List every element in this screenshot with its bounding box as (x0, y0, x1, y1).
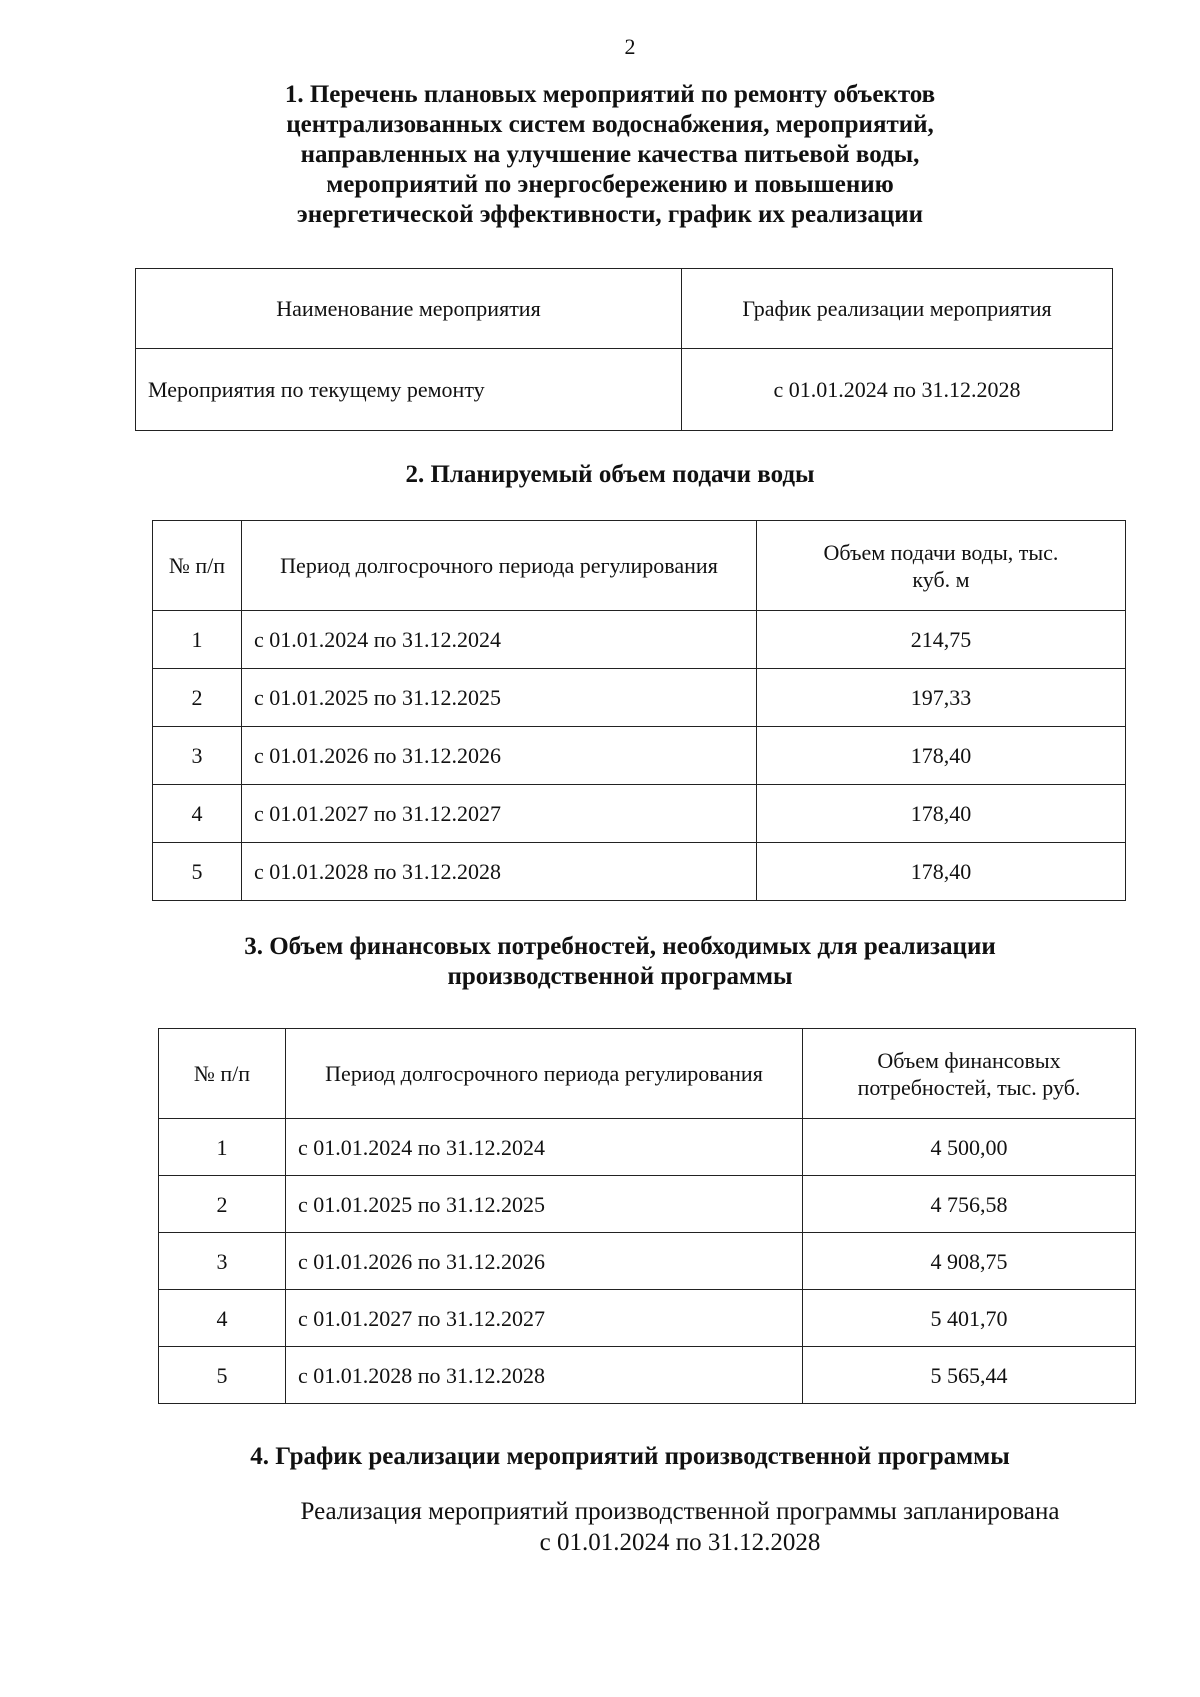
cell-volume: 178,40 (757, 727, 1126, 785)
header-cell-volume: Объем подачи воды, тыс. куб. м (757, 521, 1126, 611)
table-row (153, 611, 1126, 669)
cell-number: 2 (159, 1176, 286, 1233)
table-row (159, 1347, 1136, 1404)
cell-activity-name: Мероприятия по текущему ремонту (136, 349, 682, 431)
section2-title-line: 2. Планируемый объем подачи воды (405, 461, 815, 488)
cell-number: 1 (153, 611, 242, 669)
section2-table (152, 520, 1126, 901)
header-cell-period: Период долгосрочного периода регулирования (242, 521, 757, 611)
section4-title (140, 1442, 1120, 1472)
section4-text (200, 1496, 1160, 1558)
cell-number: 3 (153, 727, 242, 785)
header-cell-number: № п/п (159, 1029, 286, 1119)
header-cell-name: Наименование мероприятия (136, 269, 682, 349)
table-row (159, 1290, 1136, 1347)
cell-period: с 01.01.2027 по 31.12.2027 (242, 785, 757, 843)
cell-period: с 01.01.2026 по 31.12.2026 (286, 1233, 803, 1290)
cell-number: 5 (153, 843, 242, 901)
cell-period: с 01.01.2027 по 31.12.2027 (286, 1290, 803, 1347)
cell-period: с 01.01.2024 по 31.12.2024 (242, 611, 757, 669)
cell-finance: 4 908,75 (803, 1233, 1136, 1290)
section3-title (140, 932, 1100, 992)
cell-period: с 01.01.2028 по 31.12.2028 (242, 843, 757, 901)
section2-title (160, 460, 1060, 490)
section1-title-line: направленных на улучшение качества питьевой воды, (300, 141, 920, 168)
cell-number: 5 (159, 1347, 286, 1404)
cell-schedule: с 01.01.2024 по 31.12.2028 (682, 349, 1113, 431)
table-header-row (136, 269, 1113, 349)
cell-period: с 01.01.2024 по 31.12.2024 (286, 1119, 803, 1176)
cell-volume: 197,33 (757, 669, 1126, 727)
section3-title-line: производственной программы (447, 963, 793, 990)
section1-title-line: мероприятий по энергосбережению и повышению (326, 171, 894, 198)
section4-text-line: Реализация мероприятий производственной программы запланирована (300, 1498, 1060, 1525)
table-header-row (153, 521, 1126, 611)
cell-number: 1 (159, 1119, 286, 1176)
header-cell-period: Период долгосрочного периода регулирования (286, 1029, 803, 1119)
cell-number: 3 (159, 1233, 286, 1290)
section1-title-line: 1. Перечень плановых мероприятий по ремонту объектов (284, 81, 936, 108)
table-row (159, 1233, 1136, 1290)
table-row (153, 785, 1126, 843)
cell-volume: 178,40 (757, 785, 1126, 843)
section4-title-line: 4. График реализации мероприятий производственной программы (250, 1443, 1010, 1470)
page-number: 2 (624, 34, 636, 59)
table-row (159, 1176, 1136, 1233)
section1-title-line: централизованных систем водоснабжения, мероприятий, (286, 111, 934, 138)
cell-number: 4 (153, 785, 242, 843)
cell-volume: 214,75 (757, 611, 1126, 669)
cell-number: 2 (153, 669, 242, 727)
cell-period: с 01.01.2028 по 31.12.2028 (286, 1347, 803, 1404)
cell-number: 4 (159, 1290, 286, 1347)
table-row (153, 727, 1126, 785)
cell-period: с 01.01.2025 по 31.12.2025 (286, 1176, 803, 1233)
section3-table (158, 1028, 1136, 1404)
cell-finance: 4 756,58 (803, 1176, 1136, 1233)
header-cell-schedule: График реализации мероприятия (682, 269, 1113, 349)
table-row (153, 669, 1126, 727)
cell-finance: 5 565,44 (803, 1347, 1136, 1404)
section1-title (160, 80, 1060, 230)
section3-title-line: 3. Объем финансовых потребностей, необходимых для реализации (244, 933, 996, 960)
cell-finance: 5 401,70 (803, 1290, 1136, 1347)
header-cell-number: № п/п (153, 521, 242, 611)
cell-finance: 4 500,00 (803, 1119, 1136, 1176)
cell-period: с 01.01.2025 по 31.12.2025 (242, 669, 757, 727)
header-cell-finance: Объем финансовых потребностей, тыс. руб. (803, 1029, 1136, 1119)
table-header-row (159, 1029, 1136, 1119)
table-row (136, 349, 1113, 431)
table-row (159, 1119, 1136, 1176)
section1-title-line: энергетической эффективности, график их реализации (296, 201, 924, 228)
cell-period: с 01.01.2026 по 31.12.2026 (242, 727, 757, 785)
table-row (153, 843, 1126, 901)
section4-text-line: с 01.01.2024 по 31.12.2028 (539, 1529, 821, 1556)
cell-volume: 178,40 (757, 843, 1126, 901)
section1-table (135, 268, 1113, 431)
